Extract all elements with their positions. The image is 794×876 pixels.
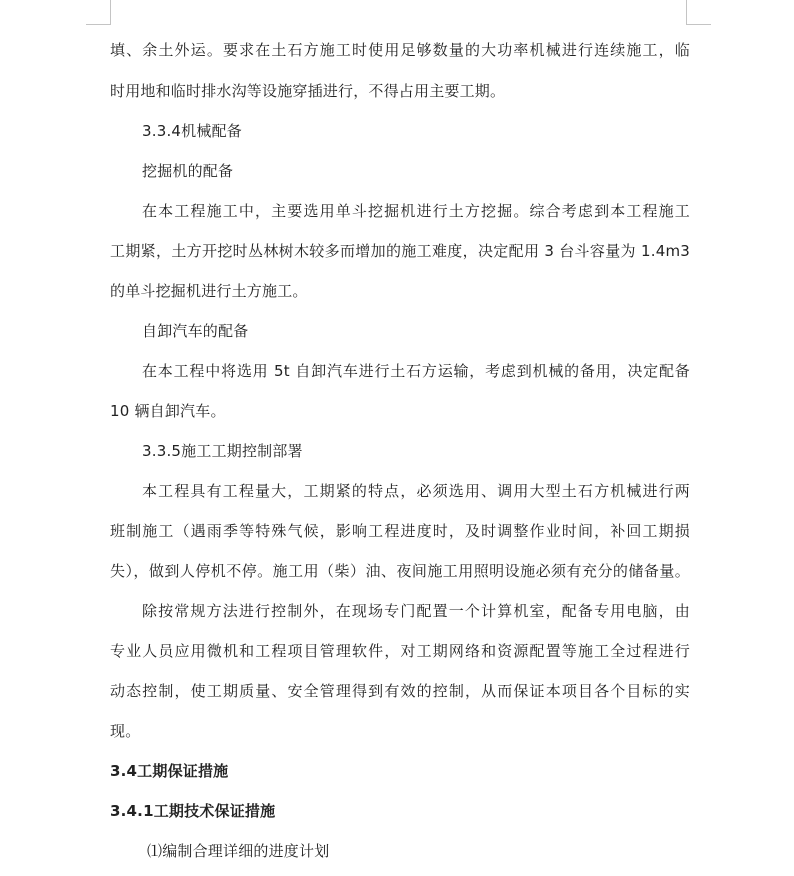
body-text-line: 除按常规方法进行控制外，在现场专门配置一个计算机室，配备专用电脑，由 bbox=[142, 602, 690, 620]
subsection-heading-bold: 3.4.1工期技术保证措施 bbox=[110, 802, 276, 820]
body-text-line: 在本工程中将选用 5t 自卸汽车进行土石方运输，考虑到机械的备用，决定配备 bbox=[142, 362, 690, 380]
body-text-line: 专业人员应用微机和工程项目管理软件，对工期网络和资源配置等施工全过程进行 bbox=[110, 642, 690, 660]
body-text-line: 现。 bbox=[110, 722, 141, 740]
list-item: ⑴编制合理详细的进度计划 bbox=[147, 842, 330, 860]
body-text-line: 动态控制，使工期质量、安全管理得到有效的控制，从而保证本项目各个目标的实 bbox=[110, 682, 690, 700]
subsection-heading: 3.3.4机械配备 bbox=[142, 122, 242, 140]
body-text-line: 的单斗挖掘机进行土方施工。 bbox=[110, 282, 308, 300]
body-text-line: 失），做到人停机不停。施工用（柴）油、夜间施工用照明设施必须有充分的储备量。 bbox=[110, 562, 690, 580]
margin-corner-mark-top-left bbox=[86, 0, 111, 25]
subheading: 挖掘机的配备 bbox=[142, 162, 234, 180]
subsection-heading: 3.3.5施工工期控制部署 bbox=[142, 442, 303, 460]
body-text-line: 填、余土外运。要求在土石方施工时使用足够数量的大功率机械进行连续施工，临 bbox=[110, 41, 690, 59]
body-text-line: 在本工程施工中，主要选用单斗挖掘机进行土方挖掘。综合考虑到本工程施工 bbox=[142, 202, 690, 220]
section-heading: 3.4工期保证措施 bbox=[110, 762, 229, 780]
body-text-line: 10 辆自卸汽车。 bbox=[110, 402, 226, 420]
body-text-line: 班制施工（遇雨季等特殊气候，影响工程进度时，及时调整作业时间，补回工期损 bbox=[110, 522, 690, 540]
body-text-line: 工期紧，土方开挖时丛林树木较多而增加的施工难度，决定配用 3 台斗容量为 1.4m3 bbox=[110, 242, 690, 260]
body-text-line: 时用地和临时排水沟等设施穿插进行，不得占用主要工期。 bbox=[110, 82, 506, 100]
body-text-line: 本工程具有工程量大，工期紧的特点，必须选用、调用大型土石方机械进行两 bbox=[142, 482, 690, 500]
subheading: 自卸汽车的配备 bbox=[142, 322, 249, 340]
margin-corner-mark-top-right bbox=[686, 0, 711, 25]
